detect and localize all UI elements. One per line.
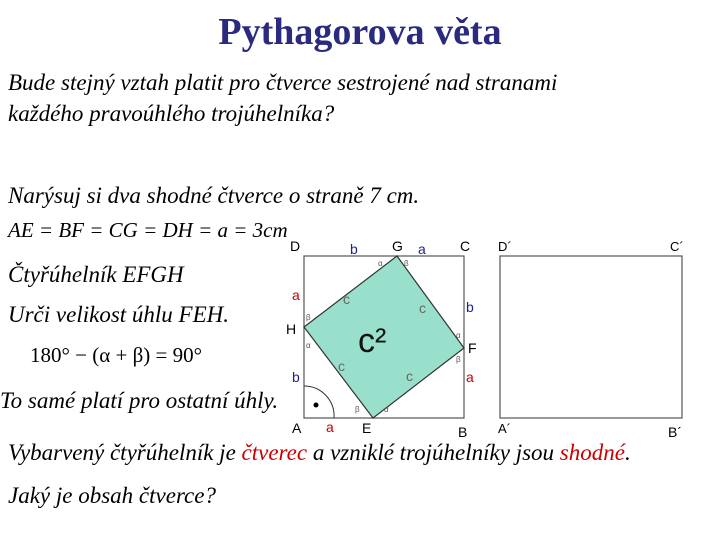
vertex-d: D: [290, 238, 301, 254]
area-label-c-squared: c²: [358, 322, 387, 360]
side-b-right: b: [466, 299, 474, 315]
right-angle-arc: [304, 386, 334, 418]
vertex-e: E: [362, 420, 372, 436]
side-equation: [8, 218, 288, 243]
angle-alpha-f: α: [456, 331, 461, 340]
angle-alpha-h: α: [306, 341, 311, 350]
vertex-b: B: [458, 424, 468, 440]
vertex-a: A: [292, 420, 302, 436]
side-a-top: a: [418, 241, 426, 257]
side-a-bottom: a: [326, 419, 334, 435]
conclusion-before: Vybarvený čtyřúhelník je: [8, 440, 242, 465]
same-angles-text: To samé platí pro ostatní úhly.: [0, 388, 279, 413]
equation-text: AE = BF = CG = DH = a = 3cm: [8, 218, 288, 242]
conclusion-after: .: [624, 440, 631, 465]
question-line-2: každého pravoúhlého trojúhelníka?: [8, 101, 335, 126]
side-c-ef: c: [406, 368, 413, 384]
question-line-1: Bude stejný vztah platit pro čtverce sestrojené nad stranami: [8, 70, 558, 95]
vertex-f: F: [468, 340, 477, 356]
angle-beta-h: β: [306, 313, 311, 322]
geometry-figure: [280, 232, 700, 442]
task-text: Urči velikost úhlu FEH.: [8, 302, 230, 327]
side-c-he: c: [338, 358, 345, 374]
angle-alpha-e: α: [384, 405, 389, 414]
side-c-hg: c: [343, 291, 350, 307]
vertex-c: C: [460, 238, 471, 254]
side-a-left: a: [292, 287, 300, 303]
side-b-left: b: [292, 369, 300, 385]
vertex-c-prime: C´: [670, 239, 684, 254]
instruction-text: Narýsuj si dva shodné čtverce o straně 7 cm.: [8, 183, 420, 208]
conclusion-middle: a vzniklé trojúhelníky jsou: [307, 440, 560, 465]
conclusion-square: čtverec: [241, 440, 308, 465]
vertex-d-prime: D´: [498, 239, 512, 254]
conclusion-text: [8, 440, 631, 466]
angle-beta-f: β: [456, 355, 461, 364]
page-title: Pythagorova věta: [218, 11, 502, 53]
vertex-a-prime: A´: [498, 421, 511, 436]
final-question: Jaký je obsah čtverce?: [8, 483, 216, 508]
vertex-b-prime: B´: [668, 424, 682, 440]
angle-beta-e: β: [355, 405, 360, 414]
side-b-top: b: [350, 241, 358, 257]
side-a-right: a: [466, 369, 474, 385]
vertex-g: G: [392, 238, 403, 254]
angle-beta-g: β: [404, 259, 409, 268]
right-angle-dot: [314, 403, 319, 408]
quadrilateral-label: Čtyřúhelník EFGH: [8, 262, 184, 287]
angle-formula: 180° − (α + β) = 90°: [30, 343, 202, 367]
angle-alpha-g: α: [378, 259, 383, 268]
conclusion-congruent: shodné: [559, 440, 625, 465]
vertex-h: H: [286, 321, 297, 337]
side-c-gf: c: [419, 300, 426, 316]
square-a2b2c2d2: [500, 256, 682, 418]
